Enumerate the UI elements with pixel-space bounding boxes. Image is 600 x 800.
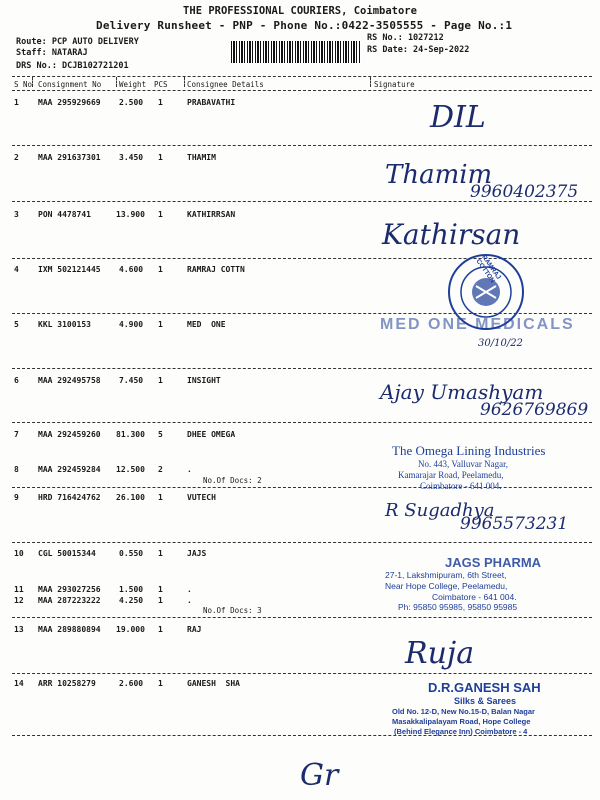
row-consignment: IXM 502121445 <box>38 265 101 274</box>
row-weight: 2.500 <box>119 98 144 107</box>
omega-line: Coimbatore - 641 004. <box>420 481 502 491</box>
jags-line: Near Hope College, Peelamedu, <box>385 581 508 591</box>
phone-9: 9965573231 <box>460 514 569 534</box>
ganesh-line: Masakkalipalayam Road, Hope College <box>392 717 531 726</box>
col-sep <box>32 77 33 87</box>
omega-name: The Omega Lining Industries <box>392 443 546 458</box>
row-pcs: 1 <box>158 493 163 502</box>
row-rule <box>12 368 592 369</box>
row-sno: 7 <box>14 430 19 439</box>
omega-line: Kamarajar Road, Peelamedu, <box>398 470 504 480</box>
row-consignee: DHEE OMEGA <box>187 430 236 439</box>
col-header-pcs: PCS <box>154 80 168 89</box>
row-consignee: THAMIM <box>187 153 216 162</box>
row-sno: 11 <box>14 585 24 594</box>
delivery-date: 30/10/22 <box>478 338 523 349</box>
row-consignment: KKL 3100153 <box>38 320 91 329</box>
signature-6: Ajay Umashyam <box>380 380 544 404</box>
signature-1: DIL <box>430 100 486 135</box>
runsheet-subtitle: Delivery Runsheet - PNP - Phone No.:0422-3505555 - Page No.:1 <box>96 19 513 32</box>
barcode <box>231 41 361 63</box>
row-consignment: ARR 10258279 <box>38 679 96 688</box>
row-weight: 4.250 <box>119 596 144 605</box>
docs-note: No.Of Docs: 3 <box>203 606 262 615</box>
jags-name: JAGS PHARMA <box>445 555 542 570</box>
ganesh-line: Old No. 12-D, New No.15-D, Balan Nagar <box>392 707 535 716</box>
row-consignee: JAJS <box>187 549 207 558</box>
col-sep <box>184 77 185 87</box>
row-consignment: MAA 289880894 <box>38 625 101 634</box>
row-consignee: RAJ <box>187 625 202 634</box>
header-top-rule <box>12 76 592 77</box>
row-consignee: INSIGHT <box>187 376 221 385</box>
row-pcs: 2 <box>158 465 163 474</box>
col-sep <box>116 77 117 87</box>
row-consignee: . <box>187 465 192 474</box>
row-sno: 14 <box>14 679 24 688</box>
signature-3: Kathirsan <box>382 218 521 251</box>
ganesh-line: (Behind Elegance Inn) Coimbatore - 4 <box>394 727 528 736</box>
row-consignment: MAA 291637301 <box>38 153 101 162</box>
rs-number: RS No.: 1027212 <box>367 33 444 43</box>
phone-6: 9626769869 <box>480 400 589 420</box>
row-sno: 9 <box>14 493 19 502</box>
row-pcs: 1 <box>158 153 163 162</box>
docs-note: No.Of Docs: 2 <box>203 476 262 485</box>
ramraj-stamp-text: RAMRAJ COTTON <box>474 254 502 285</box>
ganesh-name: D.R.GANESH SAH <box>428 680 541 695</box>
row-sno: 1 <box>14 98 19 107</box>
row-pcs: 1 <box>158 585 163 594</box>
page-title: THE PROFESSIONAL COURIERS, Coimbatore <box>183 5 417 17</box>
row-consignment: MAA 287223222 <box>38 596 101 605</box>
col-header-signature: Signature <box>374 80 415 89</box>
row-pcs: 1 <box>158 320 163 329</box>
row-rule <box>12 487 592 488</box>
row-sno: 12 <box>14 596 24 605</box>
row-weight: 26.100 <box>116 493 145 502</box>
row-weight: 3.450 <box>119 153 144 162</box>
row-consignment: MAA 292459284 <box>38 465 101 474</box>
row-sno: 3 <box>14 210 19 219</box>
row-sno: 8 <box>14 465 19 474</box>
col-header-sno: S No <box>14 80 33 89</box>
signature-2: Thamim <box>385 160 493 190</box>
col-header-consignee: Consignee Details <box>187 80 264 89</box>
row-consignment: MAA 292459260 <box>38 430 101 439</box>
header-bottom-rule <box>12 90 592 91</box>
row-consignee: . <box>187 596 192 605</box>
row-weight: 4.600 <box>119 265 144 274</box>
row-rule <box>12 617 592 618</box>
row-consignment: MAA 295929669 <box>38 98 101 107</box>
row-pcs: 1 <box>158 376 163 385</box>
row-sno: 4 <box>14 265 19 274</box>
row-weight: 4.900 <box>119 320 144 329</box>
phone-2: 9960402375 <box>470 182 579 202</box>
row-consignment: PON 4478741 <box>38 210 91 219</box>
row-weight: 13.900 <box>116 210 145 219</box>
row-rule <box>12 542 592 543</box>
ganesh-line: Silks & Sarees <box>454 696 517 706</box>
drs-number: DRS No.: DCJB102721201 <box>16 61 129 71</box>
row-pcs: 1 <box>158 98 163 107</box>
medone-stamp: MED ONE MEDICALS <box>380 316 575 333</box>
row-sno: 13 <box>14 625 24 634</box>
signature-13: Ruja <box>405 636 475 671</box>
row-weight: 7.450 <box>119 376 144 385</box>
row-sno: 5 <box>14 320 19 329</box>
row-consignment: MAA 293027256 <box>38 585 101 594</box>
jags-line: 27-1, Lakshmipuram, 6th Street, <box>385 570 507 580</box>
row-consignment: HRD 716424762 <box>38 493 101 502</box>
row-consignee: PRABAVATHI <box>187 98 236 107</box>
route-label: Route: PCP AUTO DELIVERY <box>16 37 139 47</box>
row-weight: 2.600 <box>119 679 144 688</box>
staff-label: Staff: NATARAJ <box>16 48 88 58</box>
jags-line: Ph: 95850 95985, 95850 95985 <box>398 602 518 612</box>
row-rule <box>12 145 592 146</box>
row-weight: 0.550 <box>119 549 144 558</box>
signature-9: R Sugadhya <box>385 500 495 521</box>
row-consignment: MAA 292495758 <box>38 376 101 385</box>
row-sno: 2 <box>14 153 19 162</box>
row-pcs: 1 <box>158 210 163 219</box>
row-weight: 1.500 <box>119 585 144 594</box>
row-weight: 12.500 <box>116 465 145 474</box>
jags-line: Coimbatore - 641 004. <box>432 592 517 602</box>
row-consignee: . <box>187 585 192 594</box>
row-sno: 6 <box>14 376 19 385</box>
row-rule <box>12 673 592 674</box>
row-rule <box>12 422 592 423</box>
col-sep <box>370 77 371 87</box>
rs-date: RS Date: 24-Sep-2022 <box>367 45 470 55</box>
omega-line: No. 443, Valluvar Nagar, <box>418 459 508 469</box>
row-pcs: 1 <box>158 596 163 605</box>
row-sno: 10 <box>14 549 24 558</box>
row-consignee: RAMRAJ COTTN <box>187 265 245 274</box>
row-pcs: 1 <box>158 679 163 688</box>
row-consignee: KATHIRRSAN <box>187 210 236 219</box>
row-consignee: VUTECH <box>187 493 216 502</box>
row-weight: 81.300 <box>116 430 145 439</box>
col-header-consignment: Consignment No <box>38 80 102 89</box>
row-pcs: 5 <box>158 430 163 439</box>
row-pcs: 1 <box>158 625 163 634</box>
row-pcs: 1 <box>158 549 163 558</box>
col-header-weight: Weight <box>119 80 147 89</box>
bottom-signature: Gr <box>300 758 339 793</box>
row-consignment: CGL 50015344 <box>38 549 96 558</box>
row-pcs: 1 <box>158 265 163 274</box>
row-consignee: GANESH SHA <box>187 679 240 688</box>
row-consignee: MED ONE <box>187 320 226 329</box>
row-weight: 19.000 <box>116 625 145 634</box>
